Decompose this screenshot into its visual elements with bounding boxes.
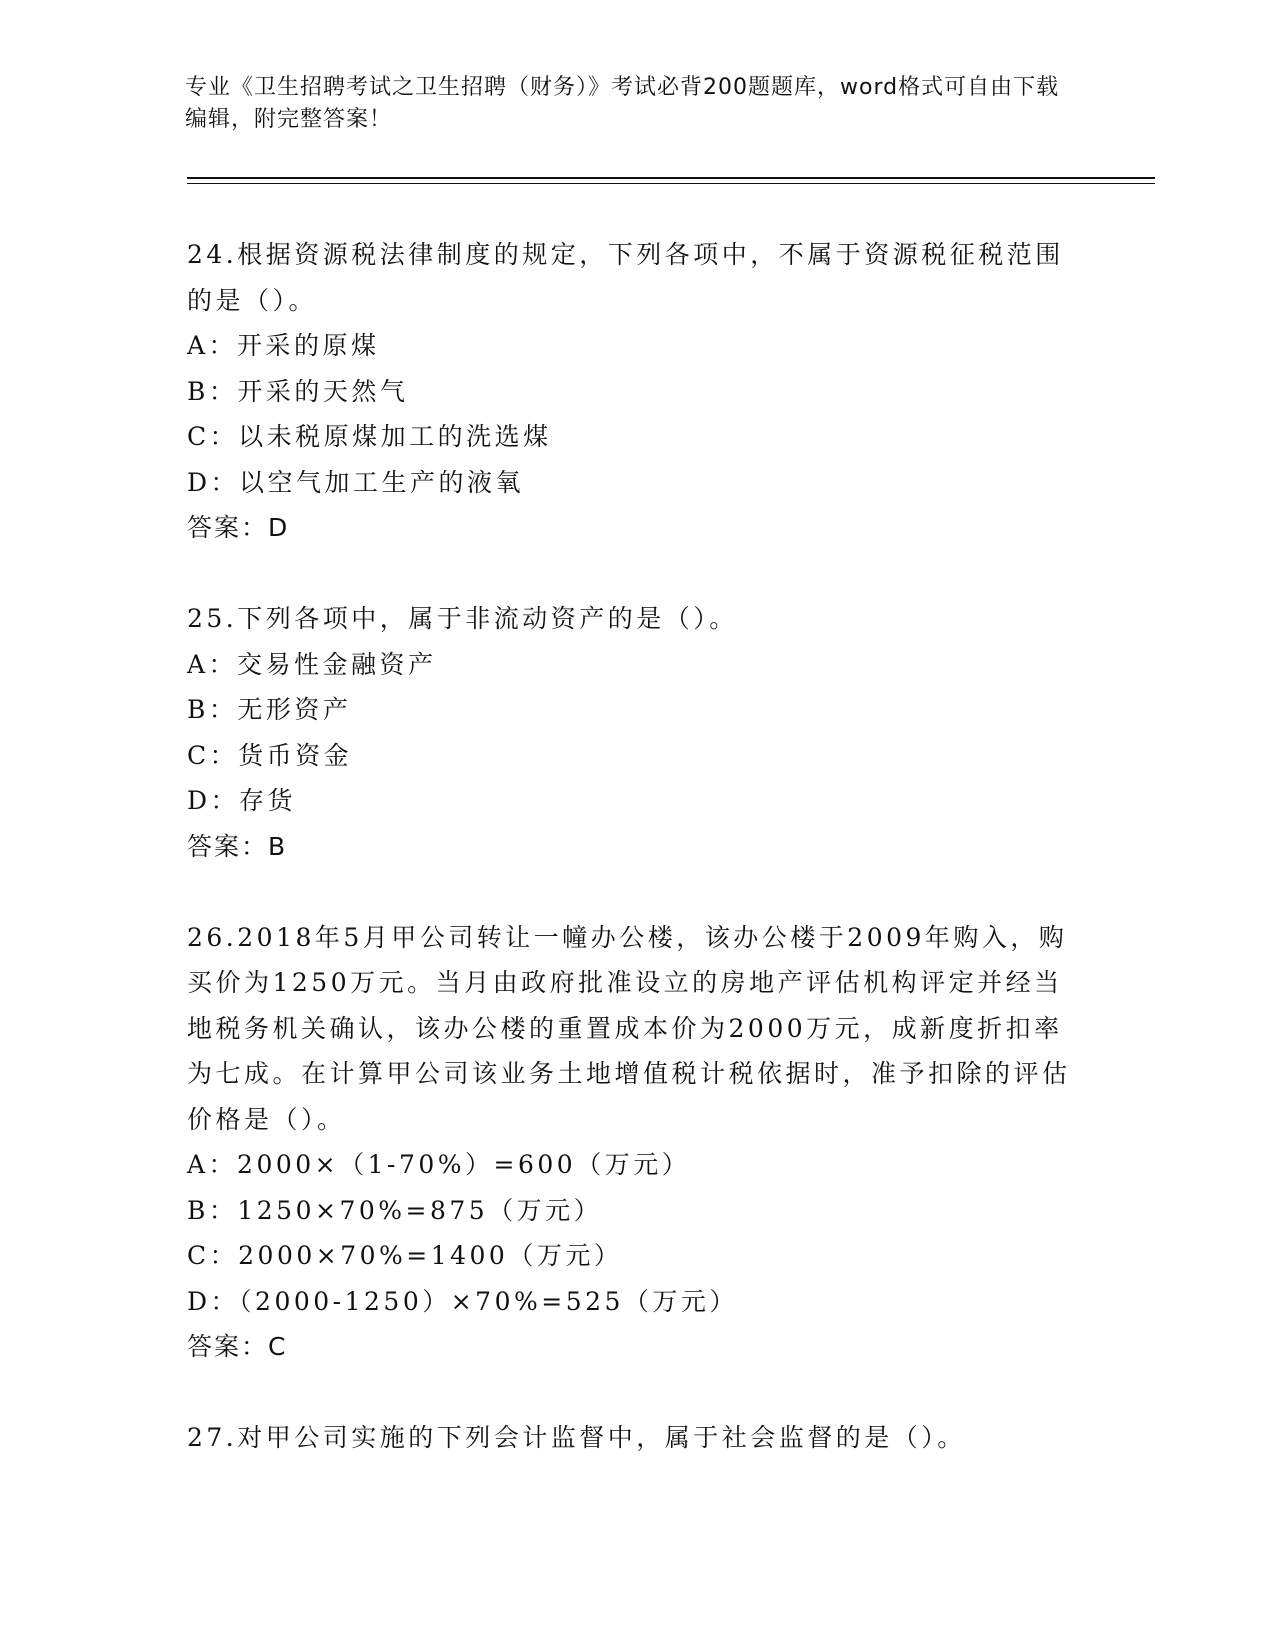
option-c: C：2000×70%=1400（万元）: [187, 1241, 623, 1270]
answer: 答案：B: [187, 831, 288, 861]
header-rule-thick: [187, 177, 1155, 179]
question-text: 25.下列各项中，属于非流动资产的是（）。: [187, 604, 738, 633]
option-b: B：无形资产: [187, 695, 352, 724]
question-list: [187, 232, 1087, 1506]
header-rule-thin: [187, 183, 1155, 184]
option-b: B：1250×70%=875（万元）: [187, 1195, 603, 1225]
question-27: [187, 1415, 1087, 1461]
answer: 答案：C: [187, 1332, 288, 1361]
question-text: 26.2018年5月甲公司转让一幢办公楼，该办公楼于2009年购入，购买价为1250万元。当月由政府批准设立的房地产评估机构评定并经当地税务机关确认，该办公楼的重置成本价为2000万元，成新度折扣率为七成。在计算甲公司该业务土地增值税计税依据时，准予扣除的评估价格是（）。: [187, 922, 1071, 1134]
answer: 答案：D: [187, 513, 290, 542]
option-a: A：交易性金融资产: [187, 649, 437, 679]
document-header: 专业《卫生招聘考试之卫生招聘（财务）》考试必背200题题库，word格式可自由下载编辑，附完整答案！: [185, 75, 1060, 132]
option-a: A：开采的原煤: [187, 331, 380, 360]
option-b: B：开采的天然气: [187, 376, 409, 406]
option-c: C：以未税原煤加工的洗选煤: [187, 422, 552, 451]
question-26: [187, 915, 1087, 1371]
option-d: D：以空气加工生产的液氧: [187, 467, 525, 497]
option-d: D：存货: [187, 786, 297, 815]
question-25: [187, 596, 1087, 870]
question-24: [187, 232, 1087, 551]
option-c: C：货币资金: [187, 740, 353, 770]
question-text: 27.对甲公司实施的下列会计监督中，属于社会监督的是（）。: [187, 1423, 966, 1452]
question-text: 24.根据资源税法律制度的规定，下列各项中，不属于资源税征税范围的是（）。: [187, 240, 1064, 315]
option-d: D：（2000-1250）×70%=525（万元）: [187, 1286, 738, 1316]
option-a: A：2000×（1-70%）=600（万元）: [187, 1150, 691, 1179]
